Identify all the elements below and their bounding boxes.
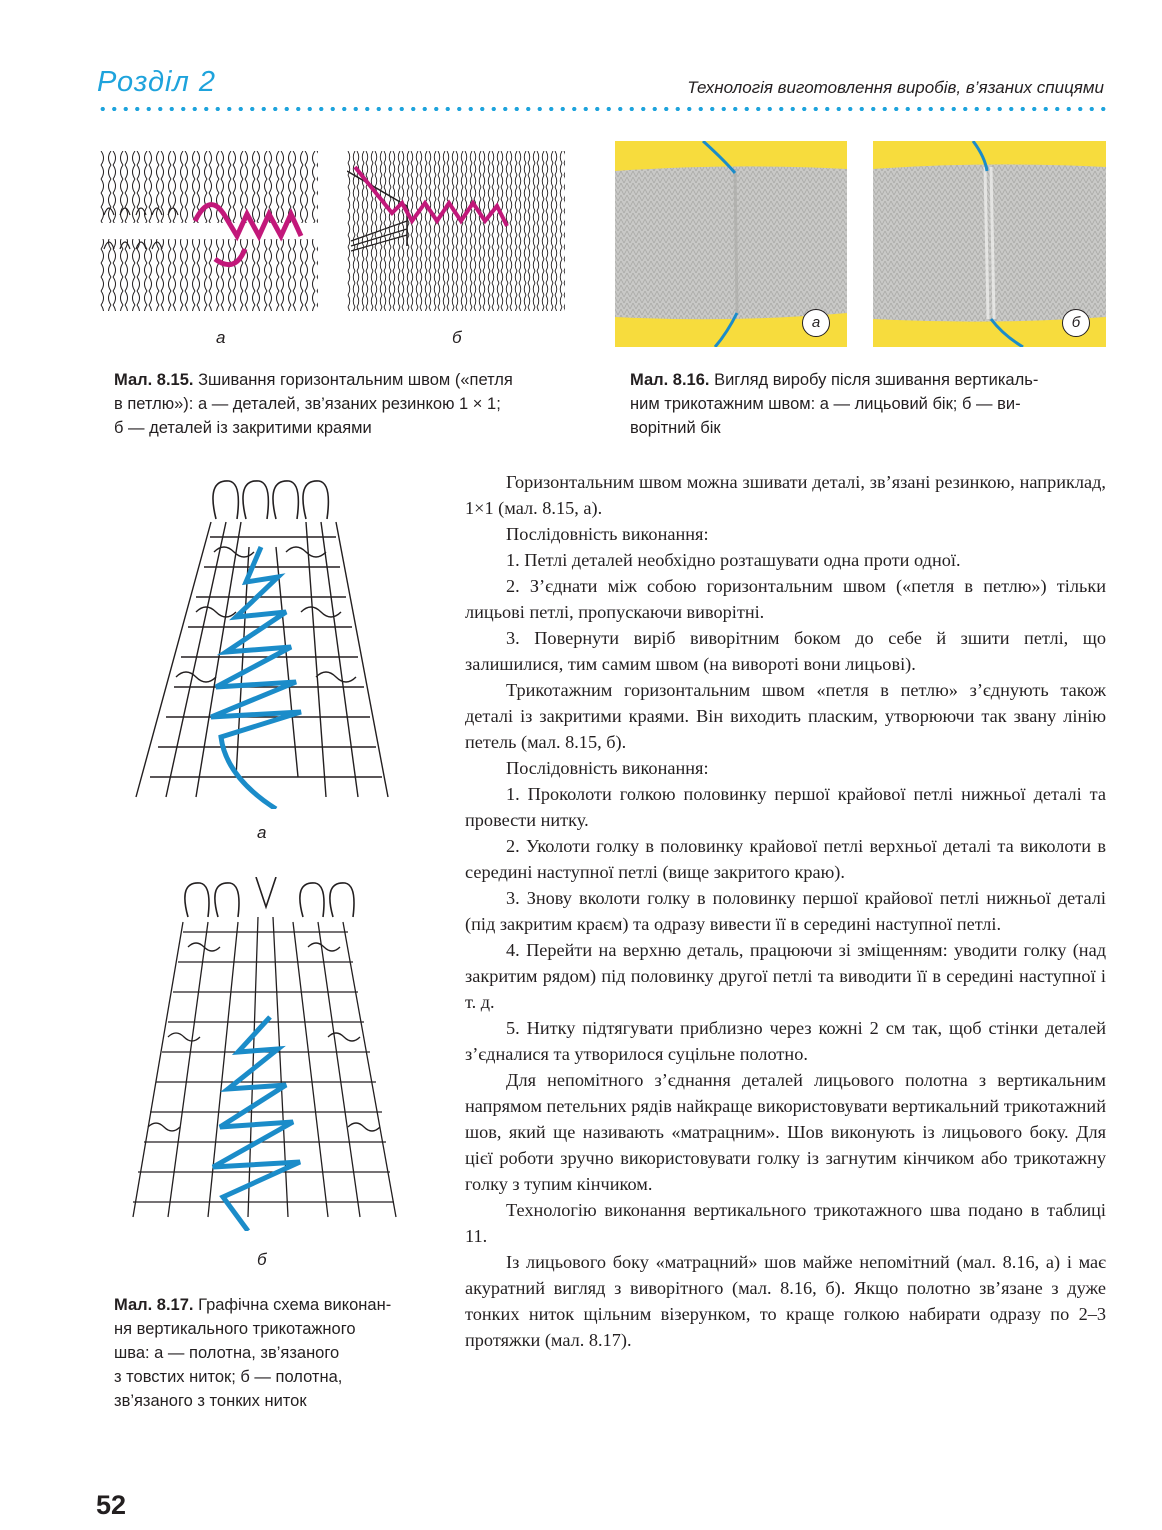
- paragraph-2: Послідовність виконання:: [506, 524, 709, 544]
- figure-8-16-label-b: б: [1062, 309, 1090, 337]
- figure-8-17-b-illustration: [128, 877, 400, 1231]
- figure-8-17-caption-line3: шва: а — полотна, зв’язаного: [114, 1344, 340, 1362]
- figure-8-17-caption-line2: ня вертикального трикотажного: [114, 1320, 356, 1338]
- figure-8-16-label-a: а: [802, 309, 830, 337]
- page-number: 52: [96, 1490, 127, 1520]
- figure-8-17-caption-line1: Графічна схема виконан-: [193, 1296, 392, 1314]
- figure-8-17-a-illustration: [126, 477, 394, 809]
- figure-8-16-caption-line1: Вигляд виробу після зшивання вертикаль-: [709, 371, 1039, 389]
- paragraph-1: Горизонтальним швом можна зшивати деталі, зв’язані резинкою, наприклад, 1×1 (мал. 8.15, а).: [465, 472, 1106, 518]
- figure-8-17-caption: [114, 1293, 434, 1413]
- figure-8-15-caption-line1: Зшивання горизонтальним швом («петля: [193, 371, 513, 389]
- paragraph-15: Із лицьового боку «матрацний» шов майже непомітний (мал. 8.16, а) і має акуратний вигляд з виворітного (мал. 8.16, б). Якщо полотно зв’язане з дуже тонких ниток щільним візерунком, то краще голкою набирати одразу по 2–3 протяжки (мал. 8.17).: [465, 1252, 1106, 1350]
- paragraph-4: 2. З’єднати між собою горизонтальним швом («петля в петлю») тільки лицьові петлі, пропускаючи виворітні.: [465, 576, 1106, 622]
- paragraph-13: Для непомітного з’єднання деталей лицьового полотна з вертикальним напрямом петельних рядів найкраще використовувати вертикальний трикотажний шов, який ще називають «матрацним». Шов виконують із лицьового боку. Для цієї роботи зручно використовувати голку із загнутим кінчиком або трикотажну голку з тупим кінчиком.: [465, 1070, 1106, 1194]
- figure-8-15-caption-number: Мал. 8.15.: [114, 371, 194, 389]
- body-text: [465, 469, 1106, 1353]
- figure-8-16-caption-number: Мал. 8.16.: [630, 371, 710, 389]
- figure-8-15-caption-line3: б — деталей із закритими краями: [114, 419, 372, 437]
- figure-8-16-caption-line3: ворітний бік: [630, 419, 721, 437]
- section-label: Розділ 2: [97, 66, 216, 98]
- figure-8-16-caption: [630, 368, 1105, 440]
- paragraph-10: 3. Знову вколоти голку в половинку першої крайової петлі нижньої деталі (під закритим краєм) та одразу вивести її в середині наступної петлі.: [465, 888, 1106, 934]
- figure-8-15-label-a: а: [216, 328, 226, 347]
- figure-8-16-caption-line2: ним трикотажним швом: а — лицьовий бік; б — ви-: [630, 395, 1021, 413]
- figure-8-15-b-illustration: [347, 151, 565, 311]
- paragraph-6: Трикотажним горизонтальним швом «петля в петлю» з’єднують також деталі із закритими краями. Він виходить пласким, утворюючи так звану лінію петель (мал. 8.15, б).: [465, 680, 1106, 752]
- paragraph-9: 2. Уколоти голку в половинку крайової петлі верхньої деталі та виколоти в середині наступної петлі (вище закритого краю).: [465, 836, 1106, 882]
- paragraph-3: 1. Петлі деталей необхідно розташувати одна проти одної.: [506, 550, 961, 570]
- figure-8-17-label-a: а: [257, 823, 267, 842]
- figure-8-17-caption-line5: зв’язаного з тонких ниток: [114, 1392, 307, 1410]
- figure-8-17-caption-line4: з товстих ниток; б — полотна,: [114, 1368, 343, 1386]
- header-dotted-rule: [97, 106, 1107, 112]
- paragraph-12: 5. Нитку підтягувати приблизно через кожні 2 см так, щоб стінки деталей з’єдналися та утворилося суцільне полотно.: [465, 1018, 1106, 1064]
- paragraph-11: 4. Перейти на верхню деталь, працюючи зі зміщенням: уводити голку (над закритим рядом) під половинку другої петлі та виводити її в середині наступної і т. д.: [465, 940, 1106, 1012]
- figure-8-15-caption: [114, 368, 584, 440]
- figure-8-17-caption-number: Мал. 8.17.: [114, 1296, 194, 1314]
- paragraph-14: Технологію виконання вертикального трикотажного шва подано в таблиці 11.: [465, 1200, 1106, 1246]
- running-title: Технологія виготовлення виробів, в’язаних спицями: [687, 78, 1104, 97]
- paragraph-7: Послідовність виконання:: [506, 758, 709, 778]
- figure-8-17-label-b: б: [257, 1250, 267, 1269]
- figure-8-15-a-illustration: [100, 151, 318, 311]
- paragraph-5: 3. Повернути виріб виворітним боком до себе й зшити петлі, що залишилися, тим самим швом (на вивороті вони лицьові).: [465, 628, 1106, 674]
- figure-8-15-caption-line2: в петлю»): а — деталей, зв’язаних резинкою 1 × 1;: [114, 395, 501, 413]
- figure-8-15-label-b: б: [452, 328, 462, 347]
- paragraph-8: 1. Проколоти голкою половинку першої крайової петлі нижньої деталі та провести нитку.: [465, 784, 1106, 830]
